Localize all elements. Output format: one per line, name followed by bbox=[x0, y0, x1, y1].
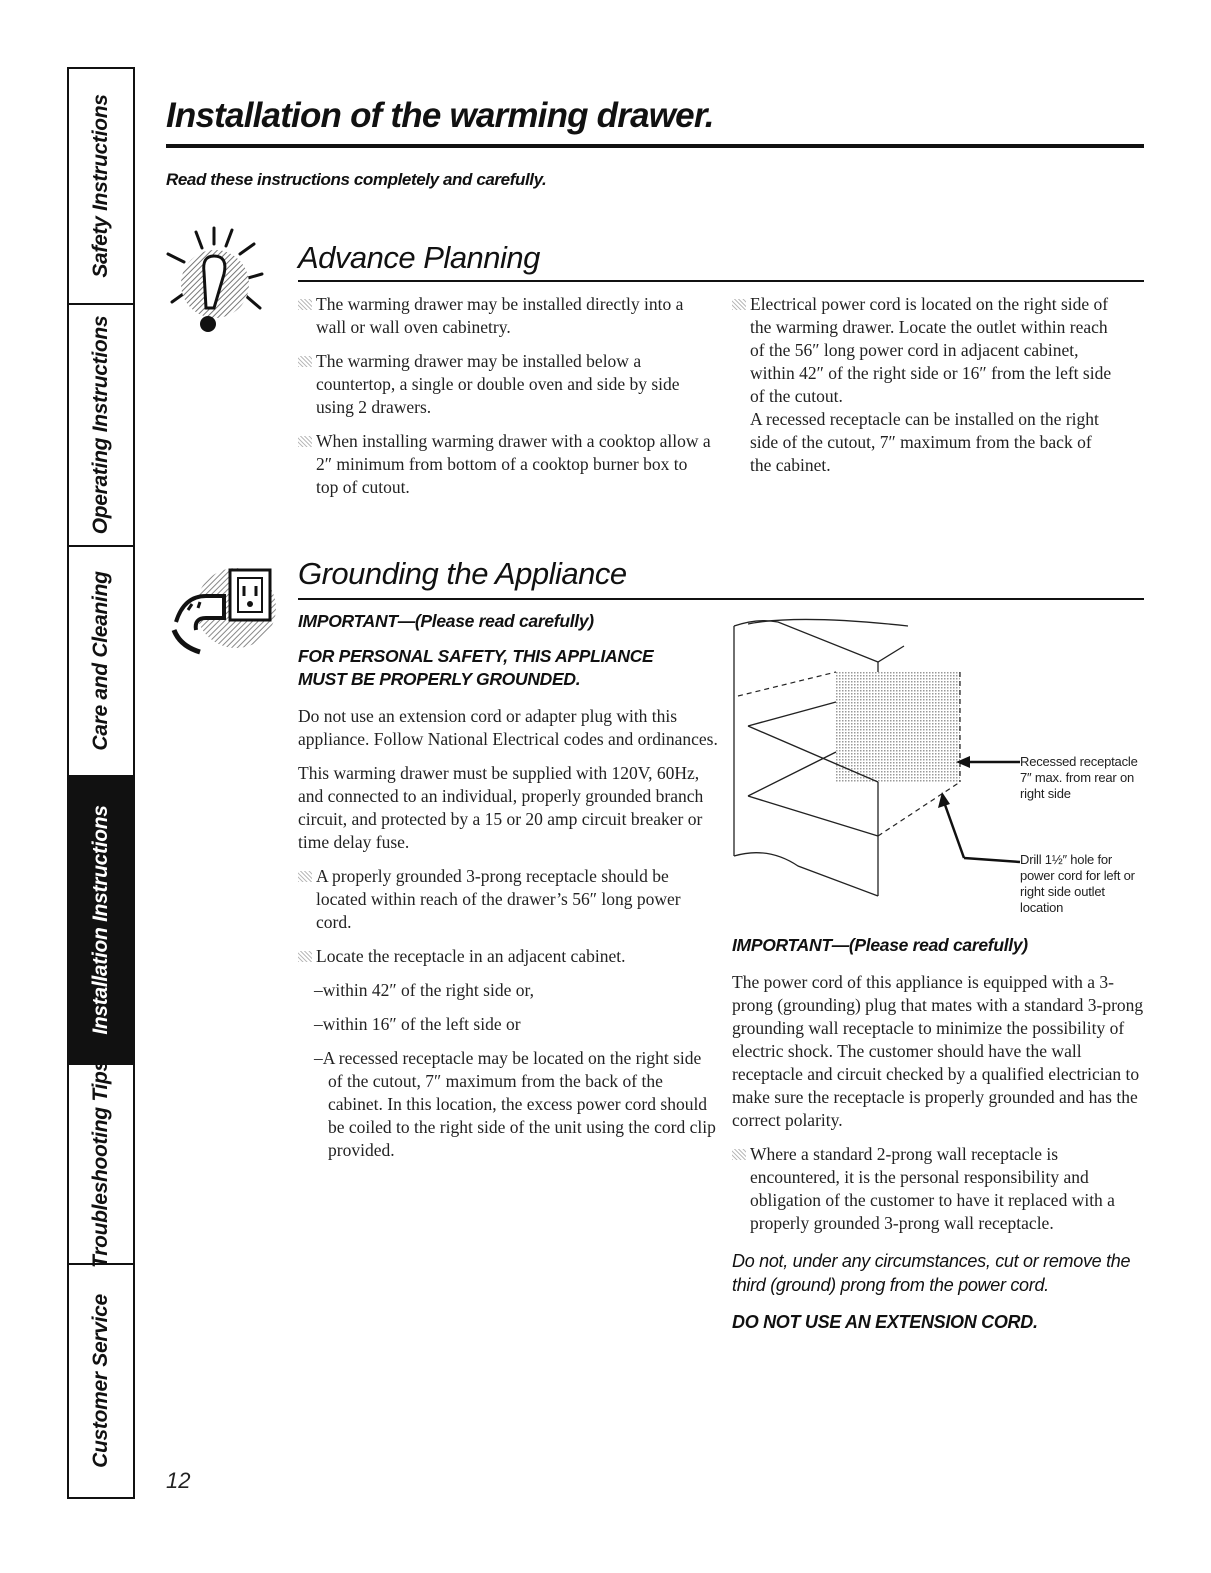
paragraph: Do not use an extension cord or adapter plug with this appliance. Follow National Electrical codes and ordinances. bbox=[298, 706, 718, 749]
important-heading: IMPORTANT—(Please read carefully) bbox=[298, 611, 594, 631]
grounding-left-column bbox=[298, 610, 718, 1173]
section-rule bbox=[298, 598, 1144, 600]
list-item: When installing warming drawer with a cooktop allow a 2″ minimum from bottom of a cooktop burner box to top of cutout. bbox=[298, 430, 713, 499]
diagram-label-recessed-receptacle: Recessed receptacle 7″ max. from rear on right side bbox=[1020, 754, 1138, 801]
warning-extension-cord: DO NOT USE AN EXTENSION CORD. bbox=[732, 1312, 1038, 1332]
advance-planning-right-column bbox=[732, 293, 1112, 488]
section-title-grounding: Grounding the Appliance bbox=[298, 556, 627, 591]
installation-diagram bbox=[728, 606, 1148, 926]
tab-label: Operating Instructions bbox=[89, 315, 112, 535]
tab-installation-instructions[interactable] bbox=[69, 777, 133, 1065]
list-item: Locate the receptacle in an adjacent cabinet. bbox=[298, 945, 718, 968]
bullet-marker bbox=[298, 436, 312, 447]
list-item: –A recessed receptacle may be located on the right side of the cutout, 7″ maximum from the back of the cabinet. In this location, the excess power cord should be coiled to the right side of the unit using the cord clip provided. bbox=[314, 1048, 716, 1160]
title-rule bbox=[166, 144, 1144, 148]
important-heading: IMPORTANT—(Please read carefully) bbox=[732, 935, 1028, 955]
page-title: Installation of the warming drawer. bbox=[166, 96, 714, 135]
advance-planning-left-column bbox=[298, 293, 713, 510]
page-number: 12 bbox=[166, 1468, 191, 1493]
list-item: Electrical power cord is located on the right side of the warming drawer. Locate the outlet within reach of the 56″ long power cord in adjacent cabinet, within 42″ of the right side or 16″ from the left side of the cutout. bbox=[732, 293, 1112, 408]
paragraph: A recessed receptacle can be installed on the right side of the cutout, 7″ maximum from the back of the cabinet. bbox=[750, 409, 1099, 475]
safety-heading-line1: FOR PERSONAL SAFETY, THIS APPLIANCE bbox=[298, 646, 654, 666]
warning-text: Do not, under any circumstances, cut or remove the third (ground) prong from the power cord. bbox=[732, 1251, 1131, 1295]
paragraph: The power cord of this appliance is equipped with a 3-prong (grounding) plug that mates with a standard 3-prong grounding wall receptacle to minimize the possibility of electric shock. The customer should have the wall receptacle and circuit checked by a qualified electrician to make sure the receptacle is properly grounded and has the correct polarity. bbox=[732, 972, 1144, 1130]
list-item: Where a standard 2-prong wall receptacle is encountered, it is the personal responsibility and obligation of the customer to have it replaced with a properly grounded 3-prong wall receptacle. bbox=[732, 1143, 1144, 1235]
tab-safety-instructions[interactable] bbox=[69, 69, 133, 305]
grounding-right-column bbox=[732, 934, 1144, 1345]
diagram-label-drill-hole: Drill 1½″ hole for power cord for left or right side outlet location bbox=[1020, 852, 1135, 915]
list-item: –within 42″ of the right side or, bbox=[314, 980, 534, 1000]
plug-outlet-icon bbox=[170, 556, 280, 666]
tab-label: Installation Instructions bbox=[89, 805, 112, 1035]
bullet-marker bbox=[732, 1149, 746, 1160]
bullet-marker bbox=[732, 299, 746, 310]
paragraph: This warming drawer must be supplied with 120V, 60Hz, and connected to an individual, properly grounded branch circuit, and protected by a 15 or 20 amp circuit breaker or time delay fuse. bbox=[298, 763, 704, 852]
page-subtitle: Read these instructions completely and carefully. bbox=[166, 170, 547, 189]
list-item: The warming drawer may be installed directly into a wall or wall oven cabinetry. bbox=[298, 293, 713, 339]
section-title-advance-planning: Advance Planning bbox=[298, 240, 540, 275]
tab-operating-instructions[interactable] bbox=[69, 305, 133, 547]
list-item: A properly grounded 3-prong receptacle should be located within reach of the drawer’s 56″ long power cord. bbox=[298, 865, 718, 934]
caution-warning-icon bbox=[160, 222, 286, 342]
tab-care-and-cleaning[interactable] bbox=[69, 547, 133, 777]
list-item: The warming drawer may be installed below a countertop, a single or double oven and side by side using 2 drawers. bbox=[298, 350, 713, 419]
bullet-marker bbox=[298, 871, 312, 882]
tab-troubleshooting-tips[interactable] bbox=[69, 1060, 133, 1268]
tab-label: Troubleshooting Tips bbox=[89, 1060, 112, 1268]
tab-label: Care and Cleaning bbox=[89, 571, 112, 751]
section-rule bbox=[298, 280, 1144, 282]
tab-label: Safety Instructions bbox=[89, 94, 112, 278]
bullet-marker bbox=[298, 951, 312, 962]
side-navigation bbox=[67, 67, 135, 1499]
list-item: –within 16″ of the left side or bbox=[314, 1014, 521, 1034]
bullet-marker bbox=[298, 299, 312, 310]
bullet-marker bbox=[298, 356, 312, 367]
tab-customer-service[interactable] bbox=[69, 1265, 133, 1497]
safety-heading-line2: MUST BE PROPERLY GROUNDED. bbox=[298, 669, 581, 689]
tab-label: Customer Service bbox=[89, 1294, 112, 1468]
